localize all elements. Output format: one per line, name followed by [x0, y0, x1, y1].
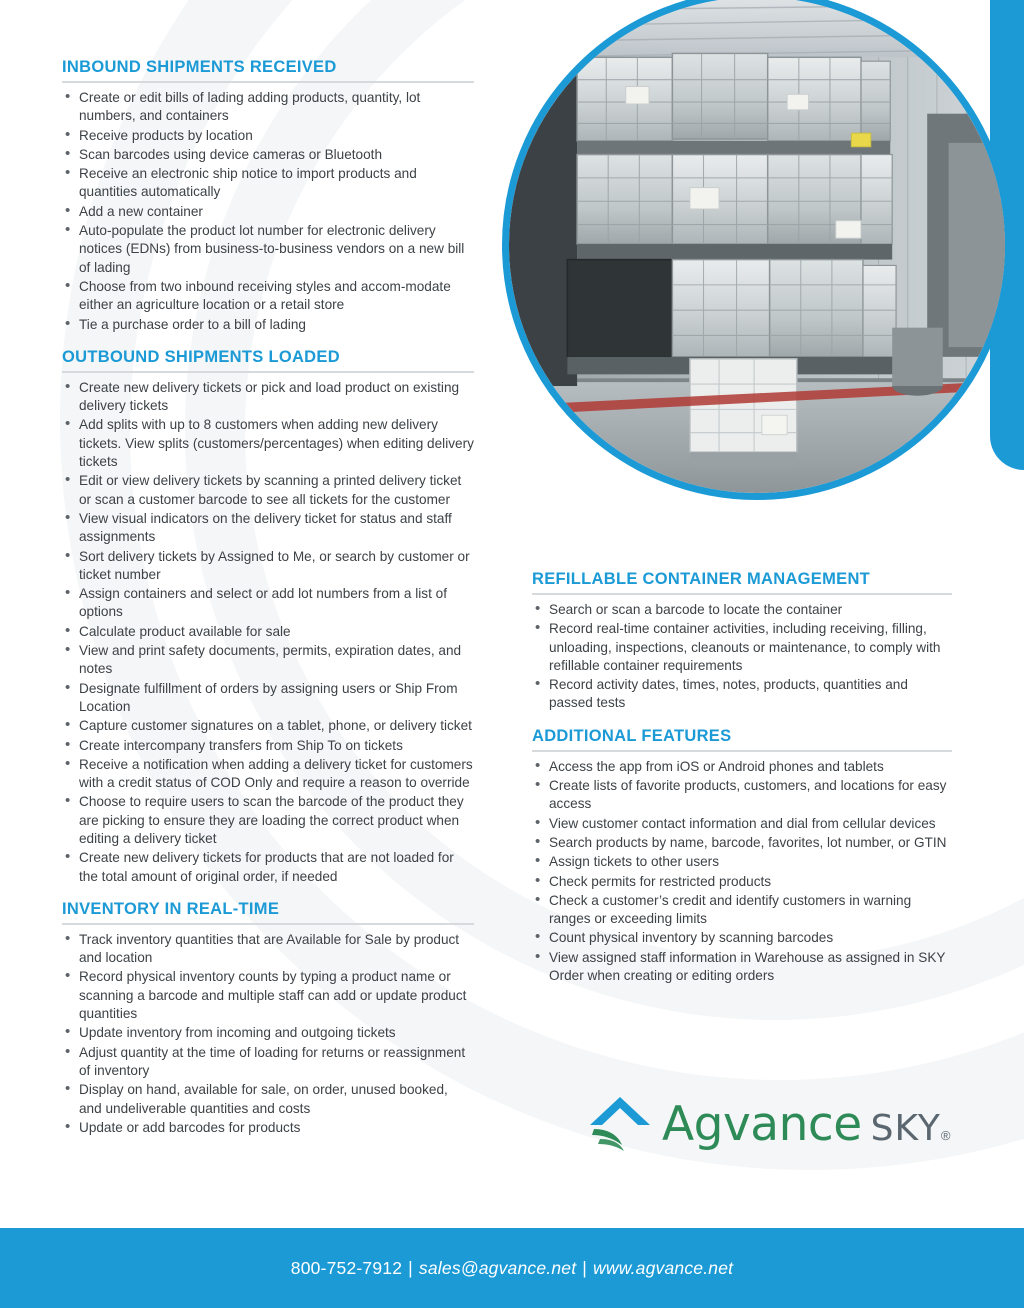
list-item: • Tie a purchase order to a bill of lading — [62, 316, 474, 334]
list-outbound — [62, 379, 474, 886]
list-item: • Choose from two inbound receiving styles and accom-modate either an agriculture location or a retail store — [62, 278, 474, 315]
list-item: • Check permits for restricted products — [532, 873, 952, 891]
left-content-column — [62, 58, 474, 1138]
list-item: • Receive a notification when adding a delivery ticket for customers with a credit status of COD Only and require a reason to override — [62, 756, 474, 793]
footer-bar — [0, 1228, 1024, 1308]
list-item: • Sort delivery tickets by Assigned to Me, or search by customer or ticket number — [62, 548, 474, 585]
list-item: • Create lists of favorite products, customers, and locations for easy access — [532, 777, 952, 814]
photo-ring — [502, 0, 1012, 500]
logo-wordmark-agvance: Agvance — [662, 1096, 862, 1152]
list-item: • Create new delivery tickets or pick and load product on existing delivery tickets — [62, 379, 474, 416]
hero-photo — [502, 0, 1024, 500]
section-additional-features — [532, 727, 952, 986]
list-item: • Add a new container — [62, 203, 474, 221]
list-item: • Receive an electronic ship notice to import products and quantities automatically — [62, 165, 474, 202]
list-additional — [532, 758, 952, 986]
list-item: • Record activity dates, times, notes, products, quantities and passed tests — [532, 676, 952, 713]
list-inventory — [62, 931, 474, 1137]
list-refillable — [532, 601, 952, 713]
list-item: • Receive products by location — [62, 127, 474, 145]
list-item: • Edit or view delivery tickets by scanning a printed delivery ticket or scan a customer barcode to see all tickets for the customer — [62, 472, 474, 509]
list-item: • Designate fulfillment of orders by assigning users or Ship From Location — [62, 680, 474, 717]
agvance-sky-logo — [588, 1088, 951, 1160]
footer-email[interactable]: sales@agvance.net — [418, 1257, 577, 1278]
list-item: • Auto-populate the product lot number for electronic delivery notices (EDNs) from business-to-business vendors on a new bill of lading — [62, 222, 474, 277]
list-item: • Search or scan a barcode to locate the container — [532, 601, 952, 619]
list-item: • Scan barcodes using device cameras or Bluetooth — [62, 146, 474, 164]
footer-website[interactable]: www.agvance.net — [593, 1257, 734, 1278]
list-item: • View visual indicators on the delivery ticket for status and staff assignments — [62, 510, 474, 547]
list-item: • Create new delivery tickets for products that are not loaded for the total amount of original order, if needed — [62, 849, 474, 886]
section-inventory-in-real-time — [62, 900, 474, 1137]
footer-phone[interactable]: 800-752-7912 — [290, 1257, 403, 1278]
footer-separator-1: | — [408, 1257, 413, 1278]
section-title-additional: ADDITIONAL FEATURES — [532, 727, 952, 752]
list-inbound — [62, 89, 474, 334]
list-item: • Record real-time container activities, including receiving, filling, unloading, inspections, cleanouts or maintenance, to comply with refillable container requirements — [532, 620, 952, 675]
registered-mark: ® — [940, 1127, 951, 1143]
list-item: • Access the app from iOS or Android phones and tablets — [532, 758, 952, 776]
list-item: • Assign containers and select or add lot numbers from a list of options — [62, 585, 474, 622]
agvance-logo-icon — [588, 1095, 652, 1153]
list-item: • Count physical inventory by scanning barcodes — [532, 929, 952, 947]
list-item: • Create intercompany transfers from Ship To on tickets — [62, 737, 474, 755]
footer-contact — [291, 1258, 733, 1279]
list-item: • Calculate product available for sale — [62, 623, 474, 641]
section-title-inbound: INBOUND SHIPMENTS RECEIVED — [62, 58, 474, 83]
section-title-outbound: OUTBOUND SHIPMENTS LOADED — [62, 348, 474, 373]
list-item: • Update or add barcodes for products — [62, 1119, 474, 1137]
list-item: • Track inventory quantities that are Available for Sale by product and location — [62, 931, 474, 968]
section-outbound-shipments-loaded — [62, 348, 474, 886]
logo-wordmark-sky: SKY — [870, 1107, 941, 1149]
section-refillable-container-management — [532, 570, 952, 713]
list-item: • Check a customer’s credit and identify customers in warning ranges or exceeding limits — [532, 892, 952, 929]
section-title-inventory: INVENTORY IN REAL-TIME — [62, 900, 474, 925]
right-content-column — [532, 570, 952, 986]
list-item: • Display on hand, available for sale, on order, unused booked, and undeliverable quantities and costs — [62, 1081, 474, 1118]
list-item: • Capture customer signatures on a tablet, phone, or delivery ticket — [62, 717, 474, 735]
section-inbound-shipments-received — [62, 58, 474, 334]
list-item: • Update inventory from incoming and outgoing tickets — [62, 1024, 474, 1042]
list-item: • View assigned staff information in Warehouse as assigned in SKY Order when creating or editing orders — [532, 949, 952, 986]
list-item: • Search products by name, barcode, favorites, lot number, or GTIN — [532, 834, 952, 852]
list-item: • Add splits with up to 8 customers when adding new delivery tickets. View splits (customers/percentages) when editing delivery tickets — [62, 416, 474, 471]
list-item: • Create or edit bills of lading adding products, quantity, lot numbers, and containers — [62, 89, 474, 126]
list-item: • View customer contact information and dial from cellular devices — [532, 815, 952, 833]
list-item: • Assign tickets to other users — [532, 853, 952, 871]
list-item: • Choose to require users to scan the barcode of the product they are picking to ensure they are loading the correct product when editing a delivery ticket — [62, 793, 474, 848]
list-item: • View and print safety documents, permits, expiration dates, and notes — [62, 642, 474, 679]
warehouse-ibc-totes-photo — [509, 0, 1005, 493]
list-item: • Record physical inventory counts by typing a product name or scanning a barcode and multiple staff can add or update product quantities — [62, 968, 474, 1023]
footer-separator-2: | — [582, 1257, 588, 1278]
list-item: • Adjust quantity at the time of loading for returns or reassignment of inventory — [62, 1044, 474, 1081]
section-title-refillable: REFILLABLE CONTAINER MANAGEMENT — [532, 570, 952, 595]
